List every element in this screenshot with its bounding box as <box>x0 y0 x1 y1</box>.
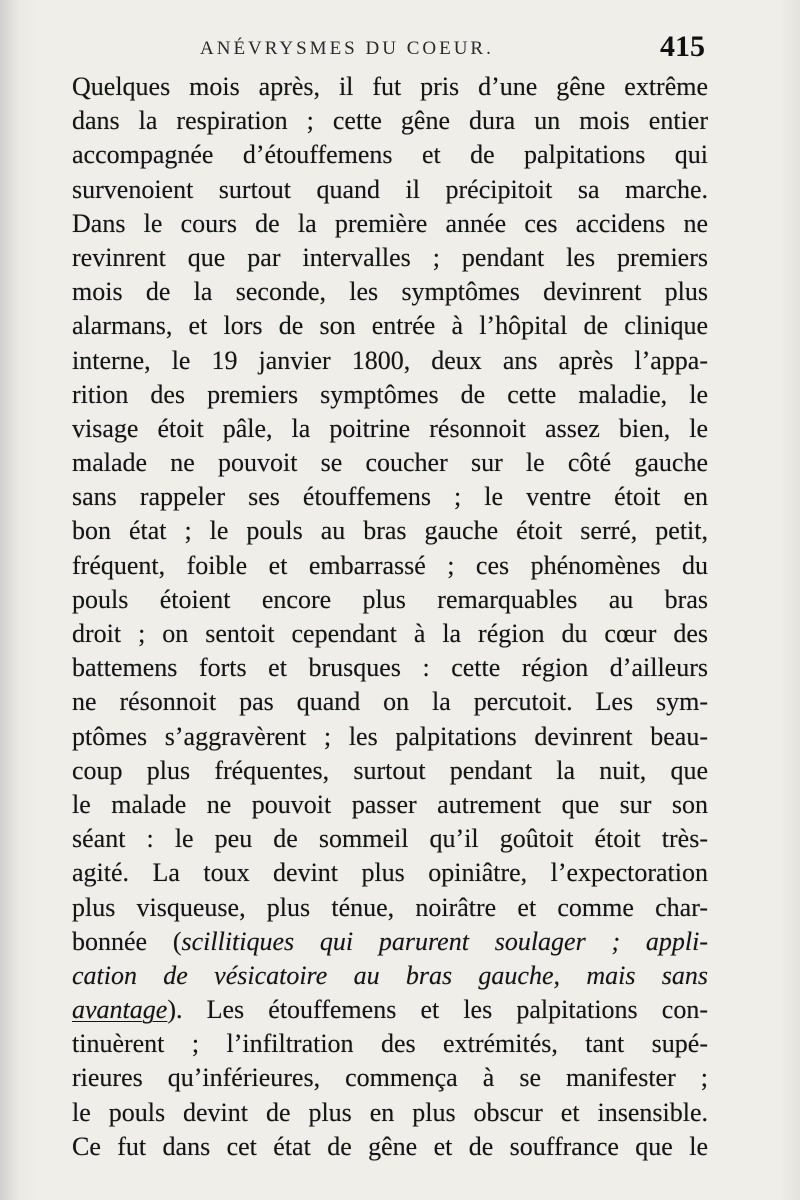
text-line: le pouls devint de plus en plus obscur et insensible. <box>72 1097 708 1127</box>
text-line: fréquent, foible et embarrassé ; ces phénomènes du <box>72 550 708 580</box>
text-line: alarmans, et lors de son entrée à l’hôpital de clinique <box>72 311 708 341</box>
text-line: Dans le cours de la première année ces accidens ne <box>72 208 708 238</box>
text-line: Ce fut dans cet état de gêne et de souffrance que le <box>72 1131 708 1161</box>
text-line: survenoient surtout quand il précipitoit sa marche. <box>72 174 708 204</box>
text-line: battemens forts et brusques : cette région d’ailleurs <box>72 653 708 683</box>
text-line: séant : le peu de sommeil qu’il goûtoit étoit très- <box>72 824 708 854</box>
text-line: plus visqueuse, plus ténue, noirâtre et comme char- <box>72 892 708 922</box>
text-line: revinrent que par intervalles ; pendant les premiers <box>72 242 708 272</box>
text-line: droit ; on sentoit cependant à la région du cœur des <box>72 619 708 648</box>
text-run: ). Les étouffemens et les palpitations con- <box>167 995 708 1025</box>
text-line: visage étoit pâle, la poitrine résonnoit assez bien, le <box>72 413 708 443</box>
text-line-mixed <box>72 925 708 959</box>
text-line: ne résonnoit pas quand on la percutoit. Les sym- <box>72 687 708 717</box>
text-line: accompagnée d’étouffemens et de palpitations qui <box>72 140 708 170</box>
text-line: rition des premiers symptômes de cette maladie, le <box>72 379 708 409</box>
running-head: ANÉVRYSMES DU COEUR. <box>200 38 494 59</box>
text-line: bon état ; le pouls au bras gauche étoit serré, petit, <box>72 516 708 546</box>
text-line: coup plus fréquentes, surtout pendant la nuit, que <box>72 755 708 785</box>
text-line: malade ne pouvoit se coucher sur le côté gauche <box>72 448 708 478</box>
text-line: pouls étoient encore plus remarquables au bras <box>72 584 708 614</box>
text-line: ptômes s’aggravèrent ; les palpitations devinrent beau- <box>72 721 708 751</box>
italic-text-run: avantage <box>72 995 168 1025</box>
text-line: interne, le 19 janvier 1800, deux ans après l’appa- <box>72 345 708 375</box>
text-line-italic <box>72 959 708 993</box>
text-line-mixed <box>72 993 708 1027</box>
text-line: Quelques mois après, il fut pris d’une gêne extrême <box>72 72 708 101</box>
italic-text-run: cation de vésicatoire au bras gauche, mais sans <box>72 960 708 990</box>
text-line: sans rappeler ses étouffemens ; le ventre étoit en <box>72 482 708 512</box>
text-line: le malade ne pouvoit passer autrement que sur son <box>72 789 708 819</box>
page-number: 415 <box>660 30 705 63</box>
body-text <box>72 70 708 1164</box>
text-line: rieures qu’inférieures, commença à se manifester ; <box>72 1063 708 1093</box>
page-header <box>0 30 800 70</box>
text-line: dans la respiration ; cette gêne dura un mois entier <box>72 106 708 136</box>
text-line: tinuèrent ; l’infiltration des extrémités, tant supé- <box>72 1029 708 1059</box>
text-line: agité. La toux devint plus opiniâtre, l’expectoration <box>72 858 708 888</box>
text-line: mois de la seconde, les symptômes devinrent plus <box>72 277 708 307</box>
italic-text-run: scillitiques qui parurent soulager ; appli- <box>181 926 708 956</box>
text-run: bonnée ( <box>72 926 182 956</box>
